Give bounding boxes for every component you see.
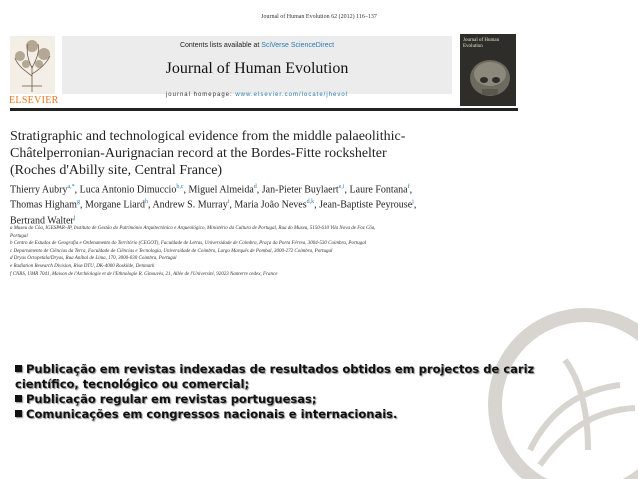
affiliation-line: d Dryas Octopetala/Dryas, Rua Aníbal de Lima, 170, 3000-030 Coimbra, Portugal [10, 256, 177, 262]
article-title-line: Stratigraphic and technological evidence from the middle palaeolithic- [10, 129, 406, 144]
author-name[interactable]: Thierry Aubry [10, 184, 68, 196]
sciencedirect-link[interactable]: SciVerse ScienceDirect [261, 42, 335, 49]
journal-homepage [62, 92, 452, 98]
bullet-square-icon [15, 395, 22, 402]
journal-cover-image [460, 34, 516, 106]
contents-prefix: Contents lists available at [179, 42, 262, 49]
bullet-text: Publicação em revistas indexadas de resultados obtidos em projectos de cariz [26, 362, 535, 376]
affiliation-line: a Museu do Côa, IGESPAR–IP, Instituto de Gestão do Património Arquitectónico e Arqueológico, Ministério da Cultura de Portugal, Rua do Museu, 5150-610 Vila Nova de Foz Côa, [10, 226, 376, 231]
bullet-square-icon [15, 365, 22, 372]
homepage-link[interactable]: www.elsevier.com/locate/jhevol [235, 92, 349, 98]
header-divider [10, 108, 518, 111]
bullet-text: científico, tecnológico ou comercial; [15, 377, 250, 391]
author-name[interactable]: , Miguel Almeida [183, 184, 254, 196]
author-name[interactable]: , Luca Antonio Dimuccio [74, 184, 177, 196]
author-line [10, 181, 535, 196]
cover-title: Journal of Human Evolution [463, 38, 500, 49]
author-name[interactable]: Thomas Higham [10, 199, 77, 211]
author-affiliation-mark[interactable]: a,* [67, 184, 75, 190]
affiliation-line: e Radiation Research Division, Risø DTU, DK-4000 Roskilde, Denmark [10, 263, 155, 269]
author-affiliation-mark[interactable]: j [412, 199, 414, 206]
author-affiliation-mark[interactable]: i [227, 199, 230, 206]
author-name[interactable]: , Laure Fontana [344, 184, 408, 196]
article-title-line: Châtelperronian-Aurignacian record at the Bordes-Fitte rockshelter [10, 146, 387, 161]
author-name[interactable]: , Jean-Baptiste Peyrouse [314, 199, 413, 211]
affiliation-line: Portugal [10, 233, 28, 239]
article-title [10, 128, 530, 179]
affiliation-line: f CNRS, UMR 7041, Maison de l'Archéologie et de l'Ethnologie R. Ginouvès, 21, Allée de l'Université, 92023 Nanterre cedex, France [10, 271, 278, 277]
author-affiliation-mark[interactable]: f [407, 184, 410, 190]
affiliations [10, 225, 550, 278]
article-title-line: (Roches d'Abilly site, Central France) [10, 163, 223, 178]
author-name[interactable]: , Morgane Liard [79, 199, 146, 211]
journal-citation: Journal of Human Evolution 62 (2012) 116–137 [261, 14, 377, 20]
bullet-item [15, 362, 575, 377]
publisher-name: ELSEVIER [9, 95, 59, 106]
bullet-list [15, 362, 575, 422]
author-affiliation-mark[interactable]: b,c [176, 184, 184, 190]
affiliation-line: b Centro de Estudos de Geografia e Ordenamento do Território (CEGOT), Faculdade de Letras, Universidade de Coimbra, Praça da Porta Férrea, 3004-530 Coimbra, Portugal [10, 241, 367, 247]
author-affiliation-mark[interactable]: d [253, 184, 257, 190]
homepage-prefix: journal homepage: [165, 92, 236, 98]
author-name[interactable]: , Maria João Neves [229, 199, 307, 211]
author-affiliation-mark[interactable]: g [76, 199, 80, 206]
bullet-item-continuation [15, 377, 575, 392]
author-separator: , [413, 199, 417, 211]
author-affiliation-mark[interactable]: h [145, 199, 149, 206]
bullet-item [15, 407, 575, 422]
author-line [10, 196, 535, 211]
journal-title: Journal of Human Evolution [165, 60, 349, 77]
bullet-text: Comunicações em congressos nacionais e internacionais. [26, 407, 398, 421]
elsevier-tree-icon [10, 36, 55, 94]
contents-availability [62, 42, 452, 49]
bullet-square-icon [15, 410, 22, 417]
author-name[interactable]: Bertrand Walter [10, 214, 74, 226]
author-name[interactable]: , Andrew S. Murray [148, 199, 228, 211]
bullet-item [15, 392, 575, 407]
author-separator: , [409, 184, 413, 196]
author-affiliation-mark[interactable]: e,i [338, 184, 345, 190]
bullet-text: Publicação regular em revistas portuguesas; [26, 392, 317, 406]
author-affiliation-mark[interactable]: d,k [306, 199, 315, 206]
affiliation-line: c Departamento de Ciências da Terra, Faculdade de Ciências e Tecnologia, Universidade de Coimbra, Largo Marquês de Pombal, 3000-272 Coimbra, Portugal [10, 248, 333, 254]
author-list [10, 181, 535, 227]
author-affiliation-mark[interactable]: j [73, 214, 76, 221]
author-name[interactable]: , Jan-Pieter Buylaert [256, 184, 339, 196]
